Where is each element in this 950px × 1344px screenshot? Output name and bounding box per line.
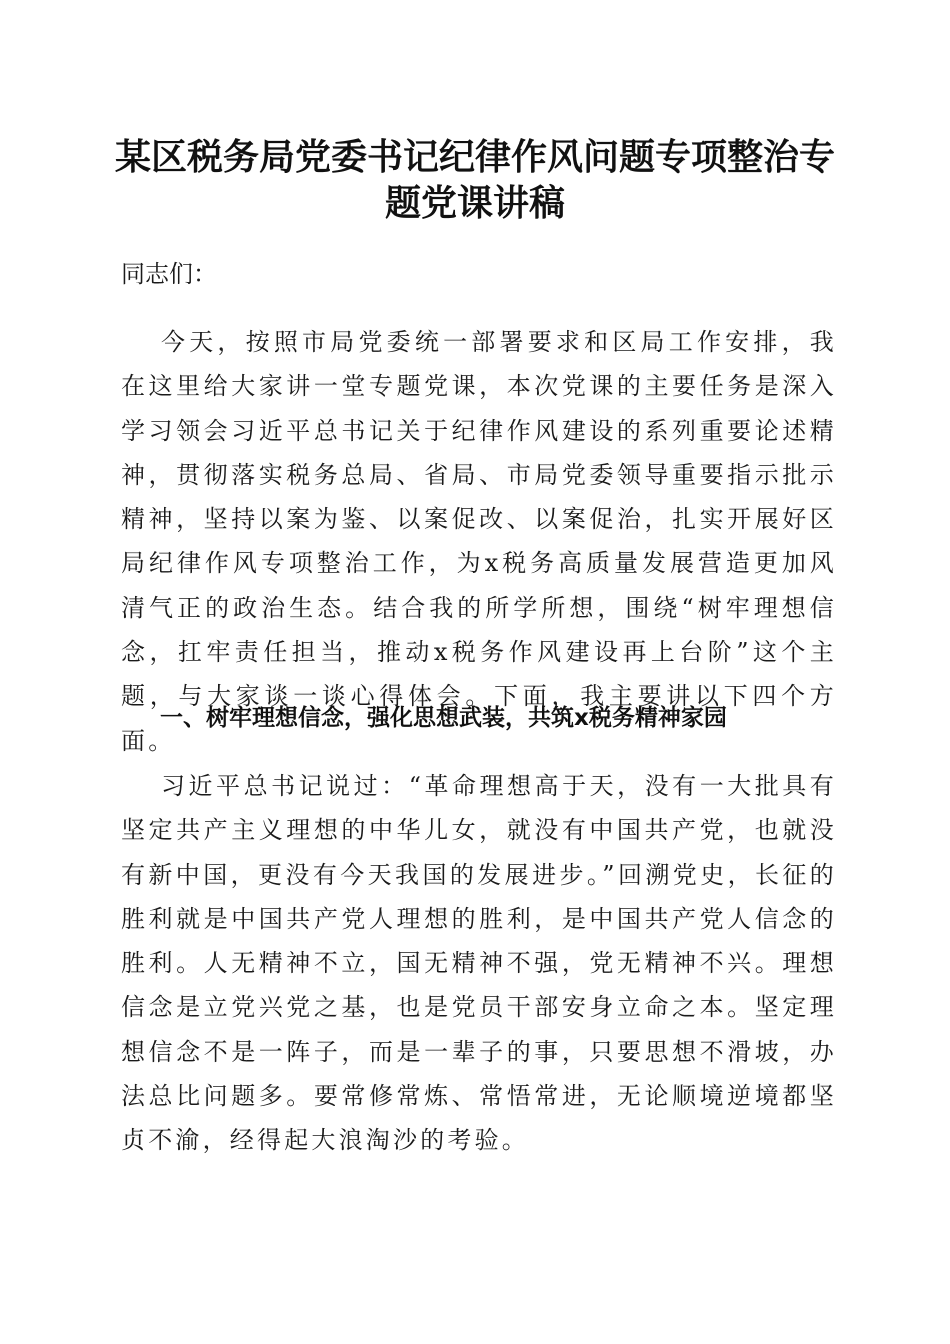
document-title: 某区税务局党委书记纪律作风问题专项整治专题党课讲稿 [114, 136, 835, 224]
section-1-paragraph: 习近平总书记说过：“革命理想高于天，没有一大批具有坚定共产主义理想的中华儿女，就没有中国共产党，也就没有新中国，更没有今天我国的发展进步。”回溯党史，长征的胜利就是中国共产党人理想的胜利，是中国共产党人信念的胜利。人无精神不立，国无精神不强，党无精神不兴。理想信念是立党兴党之基，也是党员干部安身立命之本。坚定理想信念不是一阵子，而是一辈子的事，只要思想不滑坡，办法总比问题多。要常修常炼、常悟常进，无论顺境逆境都坚贞不渝，经得起大浪淘沙的考验。 [121, 772, 837, 1155]
salutation: 同志们： [121, 260, 217, 288]
intro-paragraph: 今天，按照市局党委统一部署要求和区局工作安排，我在这里给大家讲一堂专题党课，本次党课的主要任务是深入学习领会习近平总书记关于纪律作风建设的系列重要论述精神，贯彻落实税务总局、省局、市局党委领导重要指示批示精神，坚持以案为鉴、以案促改、以案促治，扎实开展好区局纪律作风专项整治工作，为x税务高质量发展营造更加风清气正的政治生态。结合我的所学所想，围绕“树牢理想信念，扛牢责任担当，推动x税务作风建设再上台阶”这个主题，与大家谈一谈心得体会。下面，我主要讲以下四个方面。 [121, 328, 837, 755]
section-heading-1: 一、树牢理想信念，强化思想武装，共筑x税务精神家园 [160, 705, 727, 731]
